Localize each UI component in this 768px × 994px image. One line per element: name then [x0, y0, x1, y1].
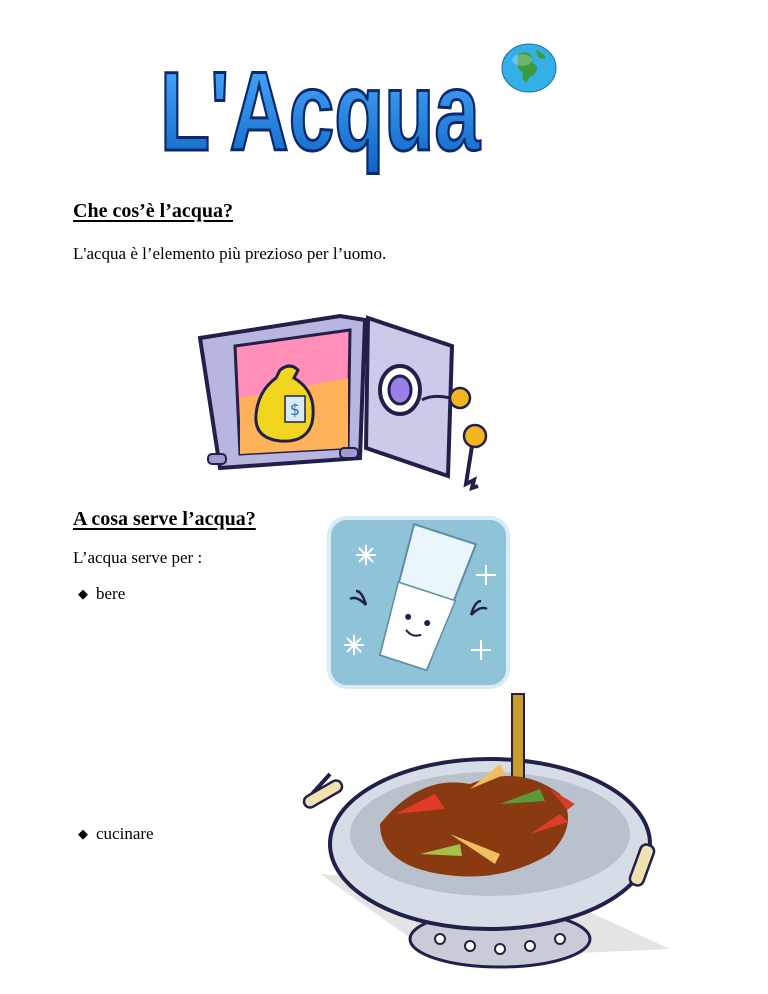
list-item-label: cucinare — [96, 824, 154, 843]
globe-icon — [500, 42, 558, 94]
bullet-icon: ◆ — [78, 586, 88, 601]
bullet-icon: ◆ — [78, 826, 88, 841]
title-text: L'Acqua — [160, 49, 481, 174]
section-text-what-is-water: L'acqua è l’elemento più prezioso per l’uomo. — [73, 244, 387, 263]
list-item-label: bere — [96, 584, 126, 603]
svg-text:$: $ — [289, 400, 301, 419]
wok-cooking-illustration — [300, 694, 690, 979]
section-heading-uses: A cosa serve l’acqua? — [73, 508, 256, 530]
list-item — [78, 584, 125, 604]
section-heading-what-is-water: Che cos’è l’acqua? — [73, 200, 233, 222]
list-item — [78, 824, 154, 844]
title-wordart — [150, 40, 490, 174]
glass-of-water-illustration — [326, 515, 511, 690]
section-intro-uses: L’acqua serve per : — [73, 548, 203, 567]
safe-illustration — [190, 308, 510, 498]
